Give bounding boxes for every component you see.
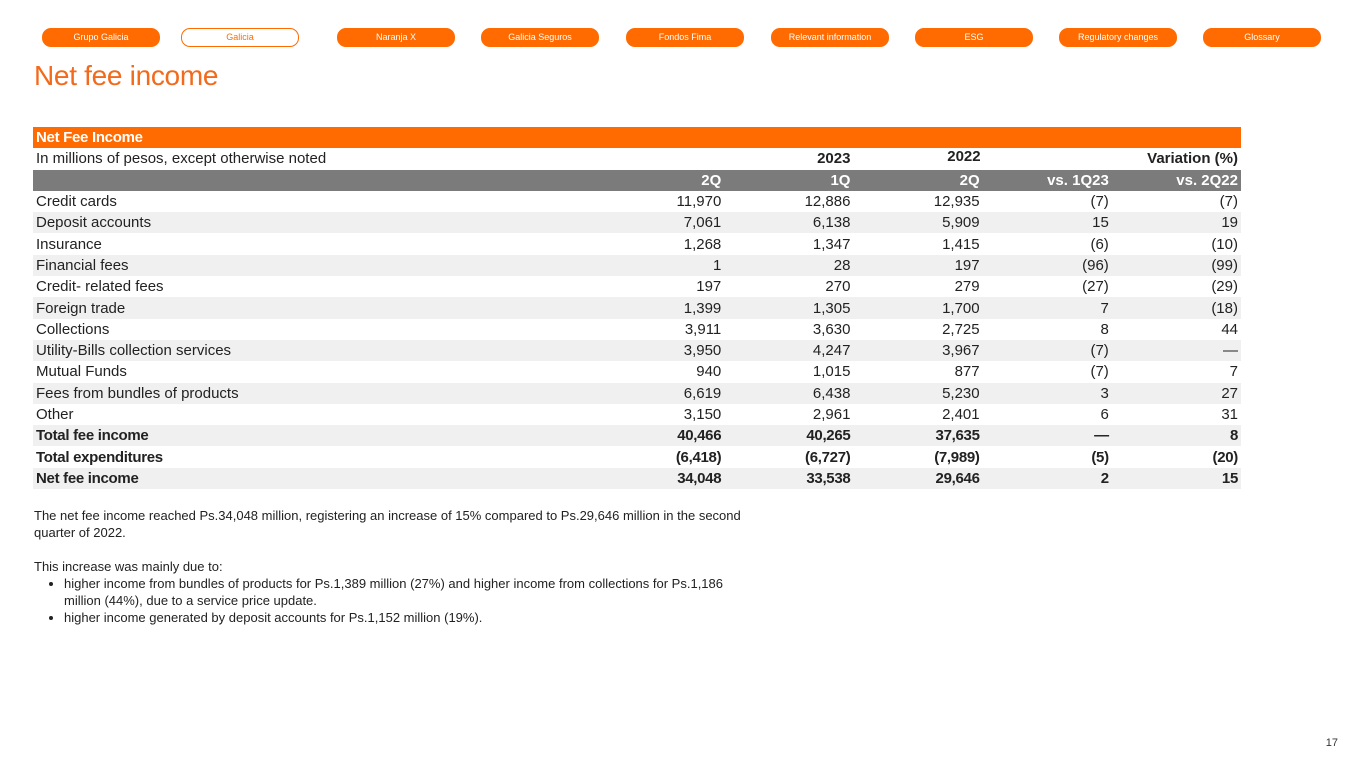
row-value: 3,150	[628, 404, 724, 425]
table-units-note: In millions of pesos, except otherwise noted	[33, 148, 628, 169]
page-title: Net fee income	[34, 60, 219, 91]
column-header-vs-2q22: vs. 2Q22	[1112, 170, 1241, 191]
row-value: 29,646	[853, 468, 982, 489]
row-value: (6)	[983, 233, 1112, 254]
table-row	[33, 276, 1241, 297]
column-header-2q23: 2Q	[628, 170, 724, 191]
row-value: 197	[853, 255, 982, 276]
row-value: (10)	[1112, 233, 1241, 254]
commentary-bullets	[34, 575, 754, 626]
commentary-bullet: • higher income generated by deposit accounts for Ps.1,152 million (19%).	[64, 609, 754, 626]
nav-esg-button[interactable]: ESG	[915, 28, 1033, 47]
row-value: (18)	[1112, 297, 1241, 318]
row-value: 8	[983, 319, 1112, 340]
nav-naranja-x-button[interactable]: Naranja X	[337, 28, 455, 47]
nav-regulatory-changes-button[interactable]: Regulatory changes	[1059, 28, 1177, 47]
row-value: 2	[983, 468, 1112, 489]
row-value: 7	[1112, 361, 1241, 382]
nav-fondos-fima-button[interactable]: Fondos Fima	[626, 28, 744, 47]
table-row	[33, 468, 1241, 489]
commentary-intro: This increase was mainly due to:	[34, 559, 223, 574]
row-value: 1,015	[724, 361, 853, 382]
row-label: Foreign trade	[33, 297, 628, 318]
row-value: 3,967	[853, 340, 982, 361]
table-row	[33, 404, 1241, 425]
commentary-paragraph: The net fee income reached Ps.34,048 million, registering an increase of 15% compared to Ps.29,646 million in the second quarter of 2022.	[34, 508, 741, 540]
row-value: 1,399	[628, 297, 724, 318]
row-value: 44	[1112, 319, 1241, 340]
table-row	[33, 212, 1241, 233]
row-label: Financial fees	[33, 255, 628, 276]
table-row	[33, 255, 1241, 276]
nav-glossary-button[interactable]: Glossary	[1203, 28, 1321, 47]
table-row	[33, 191, 1241, 212]
row-value: (27)	[983, 276, 1112, 297]
row-value: 15	[983, 212, 1112, 233]
row-value: 15	[1112, 468, 1241, 489]
commentary	[34, 507, 754, 626]
row-value: 3,630	[724, 319, 853, 340]
top-navigation	[42, 28, 1321, 47]
row-value: 197	[628, 276, 724, 297]
nav-relevant-information-button[interactable]: Relevant information	[771, 28, 889, 47]
row-value: (7)	[983, 361, 1112, 382]
row-value: 3,950	[628, 340, 724, 361]
nav-grupo-galicia-button[interactable]: Grupo Galicia	[42, 28, 160, 47]
page-number: 17	[1325, 737, 1338, 749]
table-row	[33, 446, 1241, 467]
row-label: Fees from bundles of products	[33, 383, 628, 404]
row-value: (7,989)	[853, 446, 982, 467]
row-value: (96)	[983, 255, 1112, 276]
table-row	[33, 340, 1241, 361]
row-value: 5,909	[853, 212, 982, 233]
table-row	[33, 361, 1241, 382]
column-header-blank	[33, 170, 628, 191]
row-value: 40,265	[724, 425, 853, 446]
table-row	[33, 319, 1241, 340]
nav-galicia-seguros-button[interactable]: Galicia Seguros	[481, 28, 599, 47]
year-2022-label: 2022	[853, 148, 982, 169]
column-header-2q22: 2Q	[853, 170, 982, 191]
row-value: 6,438	[724, 383, 853, 404]
column-header-row	[33, 170, 1241, 191]
row-value: 1,415	[853, 233, 982, 254]
row-value: 4,247	[724, 340, 853, 361]
row-value: 270	[724, 276, 853, 297]
row-value: 6,619	[628, 383, 724, 404]
row-value: 37,635	[853, 425, 982, 446]
row-value: (7)	[983, 340, 1112, 361]
row-value: 877	[853, 361, 982, 382]
row-value: 1,700	[853, 297, 982, 318]
row-value: 2,961	[724, 404, 853, 425]
row-value: 1,268	[628, 233, 724, 254]
table-row	[33, 425, 1241, 446]
row-value: 12,886	[724, 191, 853, 212]
table-row	[33, 383, 1241, 404]
row-value: 40,466	[628, 425, 724, 446]
row-label: Mutual Funds	[33, 361, 628, 382]
row-value: 279	[853, 276, 982, 297]
row-value: (99)	[1112, 255, 1241, 276]
row-value: (6,727)	[724, 446, 853, 467]
row-value: —	[1112, 340, 1241, 361]
row-value: 6	[983, 404, 1112, 425]
row-label: Other	[33, 404, 628, 425]
row-label: Total expenditures	[33, 446, 628, 467]
row-value: (7)	[983, 191, 1112, 212]
row-value: 12,935	[853, 191, 982, 212]
row-label: Deposit accounts	[33, 212, 628, 233]
row-value: (20)	[1112, 446, 1241, 467]
column-header-1q23: 1Q	[724, 170, 853, 191]
variation-label: Variation (%)	[983, 148, 1241, 169]
row-value: 3,911	[628, 319, 724, 340]
table-header-title: Net Fee Income	[33, 127, 1241, 148]
net-fee-income-table	[33, 127, 1241, 489]
row-value: 27	[1112, 383, 1241, 404]
row-value: (5)	[983, 446, 1112, 467]
column-header-vs-1q23: vs. 1Q23	[983, 170, 1112, 191]
row-label: Net fee income	[33, 468, 628, 489]
table-sub-header	[33, 148, 1241, 169]
row-value: 8	[1112, 425, 1241, 446]
table-header-band	[33, 127, 1241, 148]
commentary-bullet: • higher income from bundles of products for Ps.1,389 million (27%) and higher income from collections for Ps.1,186 million (44%), due to a service price update.	[64, 575, 754, 609]
table-row	[33, 233, 1241, 254]
row-value: 19	[1112, 212, 1241, 233]
table-row	[33, 297, 1241, 318]
row-value: 7,061	[628, 212, 724, 233]
year-2023-label: 2023	[628, 148, 853, 169]
row-label: Collections	[33, 319, 628, 340]
row-value: (7)	[1112, 191, 1241, 212]
row-label: Credit cards	[33, 191, 628, 212]
row-label: Total fee income	[33, 425, 628, 446]
row-value: 1	[628, 255, 724, 276]
row-label: Credit- related fees	[33, 276, 628, 297]
row-value: 1,305	[724, 297, 853, 318]
row-value: 5,230	[853, 383, 982, 404]
row-value: —	[983, 425, 1112, 446]
row-value: 28	[724, 255, 853, 276]
row-value: (6,418)	[628, 446, 724, 467]
row-value: 31	[1112, 404, 1241, 425]
row-value: 2,725	[853, 319, 982, 340]
row-label: Utility-Bills collection services	[33, 340, 628, 361]
nav-galicia-button[interactable]: Galicia	[181, 28, 299, 47]
row-value: 1,347	[724, 233, 853, 254]
row-label: Insurance	[33, 233, 628, 254]
row-value: 34,048	[628, 468, 724, 489]
row-value: 6,138	[724, 212, 853, 233]
row-value: 3	[983, 383, 1112, 404]
row-value: 7	[983, 297, 1112, 318]
row-value: (29)	[1112, 276, 1241, 297]
row-value: 11,970	[628, 191, 724, 212]
row-value: 940	[628, 361, 724, 382]
row-value: 2,401	[853, 404, 982, 425]
row-value: 33,538	[724, 468, 853, 489]
